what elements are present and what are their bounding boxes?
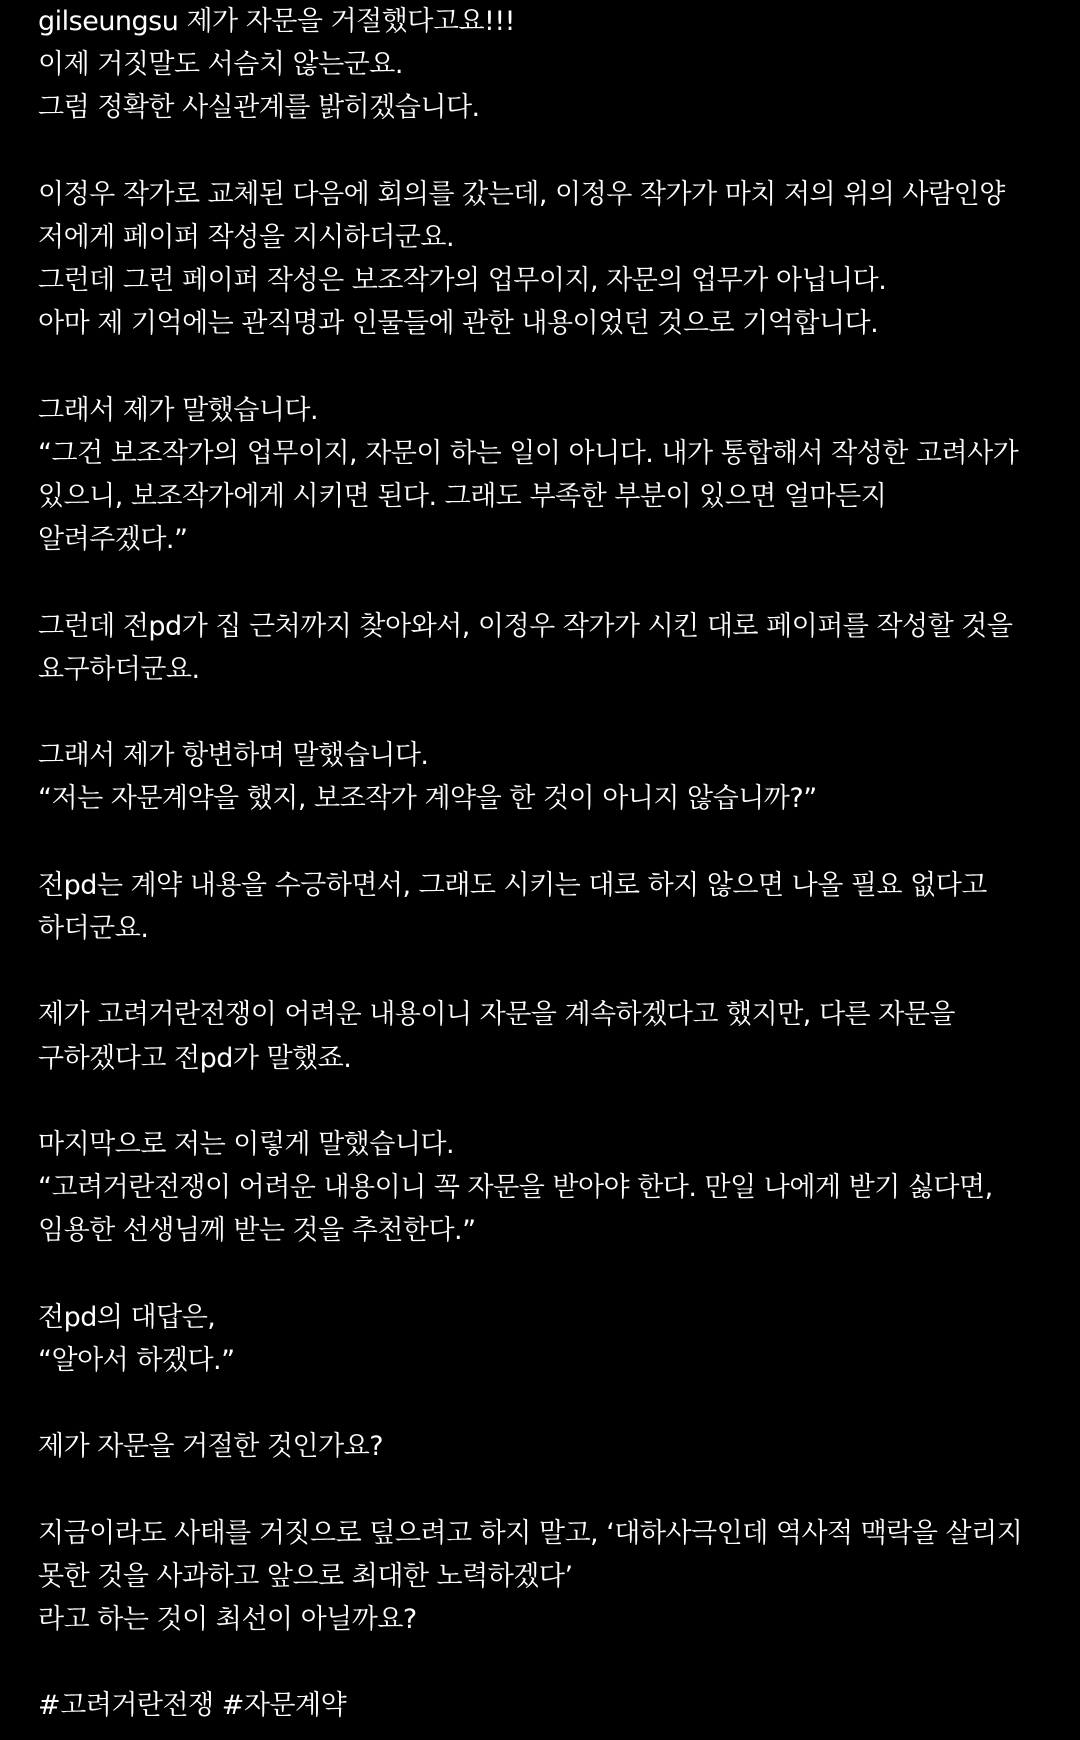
caption-text: 제가 자문을 거절했다고요!!! (186, 6, 516, 37)
paragraph-spacer (38, 821, 1058, 864)
caption-line: 제가 자문을 거절한 것인가요? (38, 1431, 384, 1463)
caption-line: 그래서 제가 말했습니다. (38, 394, 319, 426)
caption-line: 그런데 전pd가 집 근처까지 찾아와서, 이정우 작가가 시킨 대로 페이퍼를 작성할 것을 (38, 610, 1013, 642)
caption-line: 알려주겠다.” (38, 524, 188, 556)
paragraph-spacer (38, 1641, 1058, 1684)
caption-line: 그럼 정확한 사실관계를 밝히겠습니다. (38, 92, 480, 124)
post-caption (38, 0, 1058, 1728)
caption-line: 못한 것을 사과하고 앞으로 최대한 노력하겠다’ (38, 1560, 573, 1592)
caption-line: 라고 하는 것이 최선이 아닐까요? (38, 1603, 417, 1635)
caption-line: 있으니, 보조작가에게 시키면 된다. 그래도 부족한 부분이 있으면 얼마든지 (38, 481, 887, 513)
caption-line: 이정우 작가로 교체된 다음에 회의를 갔는데, 이정우 작가가 마치 저의 위의 사람인양 (38, 178, 1005, 210)
caption-line: “알아서 하겠다.” (38, 1344, 235, 1376)
caption-line: “고려거란전쟁이 어려운 내용이니 꼭 자문을 받아야 한다. 만일 나에게 받기 싫다면, (38, 1172, 993, 1204)
caption-line (38, 0, 1058, 43)
caption-line: 구하겠다고 전pd가 말했죠. (38, 1042, 352, 1074)
paragraph-spacer (38, 691, 1058, 734)
paragraph-spacer (38, 1382, 1058, 1425)
paragraph-spacer (38, 561, 1058, 604)
paragraph-spacer (38, 130, 1058, 173)
hashtag-link[interactable]: #자문계약 (221, 1690, 347, 1722)
hashtag-link[interactable]: #고려거란전쟁 (38, 1690, 214, 1722)
paragraph-spacer (38, 1252, 1058, 1295)
caption-line: 임용한 선생님께 받는 것을 추천한다.” (38, 1215, 476, 1247)
hashtags (38, 1684, 1058, 1727)
caption-line: 마지막으로 저는 이렇게 말했습니다. (38, 1128, 455, 1160)
caption-line: “그건 보조작가의 업무이지, 자문이 하는 일이 아니다. 내가 통합해서 작성한 고려사가 (38, 437, 1019, 469)
caption-line: 그런데 그런 페이퍼 작성은 보조작가의 업무이지, 자문의 업무가 아닙니다. (38, 265, 887, 297)
caption-line: “저는 자문계약을 했지, 보조작가 계약을 한 것이 아니지 않습니까?” (38, 783, 817, 815)
paragraph-spacer (38, 950, 1058, 993)
caption-line: 저에게 페이퍼 작성을 지시하더군요. (38, 221, 455, 253)
paragraph-spacer (38, 1080, 1058, 1123)
caption-line: 지금이라도 사태를 거짓으로 덮으려고 하지 말고, ‘대하사극인데 역사적 맥락을 살리지 (38, 1517, 1023, 1549)
caption-line: 전pd의 대답은, (38, 1301, 216, 1333)
caption-line: 전pd는 계약 내용을 수긍하면서, 그래도 시키는 대로 하지 않으면 나올 필요 없다고 (38, 869, 987, 901)
caption-line: 그래서 제가 항변하며 말했습니다. (38, 740, 429, 772)
paragraph-spacer (38, 1468, 1058, 1511)
caption-line: 요구하더군요. (38, 653, 200, 685)
caption-line: 하더군요. (38, 912, 149, 944)
caption-line: 이제 거짓말도 서슴치 않는군요. (38, 49, 403, 81)
username[interactable]: gilseungsu (38, 6, 179, 37)
caption-line: 제가 고려거란전쟁이 어려운 내용이니 자문을 계속하겠다고 했지만, 다른 자문을 (38, 999, 955, 1031)
caption-line: 아마 제 기억에는 관직명과 인물들에 관한 내용이었던 것으로 기억합니다. (38, 308, 879, 340)
paragraph-spacer (38, 346, 1058, 389)
